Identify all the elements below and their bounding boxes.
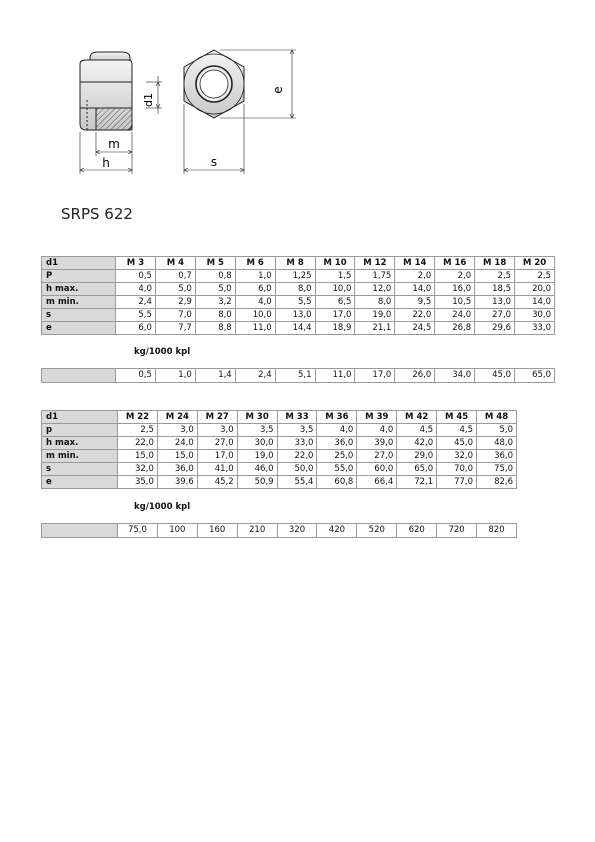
- table-cell: 29,0: [397, 450, 437, 463]
- table-cell: 1,5: [315, 270, 355, 283]
- table-cell: 5,0: [195, 283, 235, 296]
- table-cell: 65,0: [397, 463, 437, 476]
- table-cell: 2,4: [116, 296, 156, 309]
- table-cell: 5,5: [275, 296, 315, 309]
- table-cell: 27,0: [357, 450, 397, 463]
- dim-label-s: s: [210, 155, 218, 169]
- table-cell: 22,0: [395, 309, 435, 322]
- table-cell: 60,0: [357, 463, 397, 476]
- table-cell: 17,0: [197, 450, 237, 463]
- table-cell: 7,0: [155, 309, 195, 322]
- table-row: [42, 424, 517, 437]
- table-cell: 2,5: [515, 270, 555, 283]
- table-cell: 0,7: [155, 270, 195, 283]
- dim-label-m: m: [108, 137, 120, 151]
- table-row: [42, 476, 517, 489]
- table-cell: 48,0: [477, 437, 517, 450]
- column-header: M 48: [477, 411, 517, 424]
- column-header: M 22: [118, 411, 158, 424]
- table-cell: 18,5: [475, 283, 515, 296]
- table-cell: 1,0: [235, 270, 275, 283]
- table-cell: 6,0: [116, 322, 156, 335]
- table-cell: 39,0: [357, 437, 397, 450]
- table-cell: 18,9: [315, 322, 355, 335]
- table-cell: 10,0: [235, 309, 275, 322]
- weight-cell: 820: [477, 524, 517, 538]
- table-header-row: [42, 411, 517, 424]
- table-cell: 8,8: [195, 322, 235, 335]
- table-cell: 24,5: [395, 322, 435, 335]
- front-view: [184, 50, 296, 174]
- table-cell: 4,0: [116, 283, 156, 296]
- weight-cell: 75,0: [118, 524, 158, 538]
- weight-cell: 1,0: [155, 369, 195, 383]
- table-cell: 24,0: [157, 437, 197, 450]
- table-cell: 15,0: [118, 450, 158, 463]
- dim-label-d1: d1: [142, 93, 155, 107]
- table-cell: 2,0: [435, 270, 475, 283]
- table-cell: 4,0: [235, 296, 275, 309]
- weight-label-2: kg/1000 kpl: [134, 502, 191, 512]
- weight-table-2: [41, 523, 517, 538]
- table-cell: 9,5: [395, 296, 435, 309]
- nut-technical-drawing: [70, 40, 310, 180]
- table-cell: 3,0: [157, 424, 197, 437]
- row-label: s: [42, 309, 116, 322]
- table-cell: 35,0: [118, 476, 158, 489]
- weight-cell: 0,5: [116, 369, 156, 383]
- weight-cell: 210: [237, 524, 277, 538]
- table-cell: 36,0: [477, 450, 517, 463]
- table-cell: 2,5: [118, 424, 158, 437]
- table-cell: 60,8: [317, 476, 357, 489]
- row-label: e: [42, 476, 118, 489]
- table-cell: 4,0: [357, 424, 397, 437]
- side-view: [80, 52, 162, 174]
- table-cell: 4,5: [437, 424, 477, 437]
- table-cell: 0,5: [116, 270, 156, 283]
- column-header: M 33: [277, 411, 317, 424]
- table-cell: 26,8: [435, 322, 475, 335]
- table-row: [42, 283, 555, 296]
- table-cell: 42,0: [397, 437, 437, 450]
- column-header: M 10: [315, 257, 355, 270]
- table-cell: 19,0: [355, 309, 395, 322]
- row-label: s: [42, 463, 118, 476]
- table-cell: 2,0: [395, 270, 435, 283]
- table-cell: 3,2: [195, 296, 235, 309]
- row-label: h max.: [42, 283, 116, 296]
- table-row: [42, 296, 555, 309]
- table-row: [42, 270, 555, 283]
- table-cell: 55,0: [317, 463, 357, 476]
- column-header: M 3: [116, 257, 156, 270]
- table-cell: 11,0: [235, 322, 275, 335]
- corner-header: d1: [42, 257, 116, 270]
- table-cell: 17,0: [315, 309, 355, 322]
- table-cell: 5,0: [155, 283, 195, 296]
- table-cell: 30,0: [237, 437, 277, 450]
- table-cell: 55,4: [277, 476, 317, 489]
- table-cell: 6,5: [315, 296, 355, 309]
- column-header: M 18: [475, 257, 515, 270]
- column-header: M 39: [357, 411, 397, 424]
- table-cell: 20,0: [515, 283, 555, 296]
- table-cell: 2,5: [475, 270, 515, 283]
- table-cell: 46,0: [237, 463, 277, 476]
- column-header: M 42: [397, 411, 437, 424]
- table-cell: 12,0: [355, 283, 395, 296]
- table-cell: 45,0: [437, 437, 477, 450]
- weight-cell: 2,4: [235, 369, 275, 383]
- corner-header: d1: [42, 411, 118, 424]
- table-cell: 70,0: [437, 463, 477, 476]
- table-cell: 19,0: [237, 450, 277, 463]
- table-cell: 45,2: [197, 476, 237, 489]
- table-cell: 8,0: [195, 309, 235, 322]
- weight-row: [42, 524, 517, 538]
- table-cell: 3,5: [237, 424, 277, 437]
- table-cell: 30,0: [515, 309, 555, 322]
- table-cell: 66,4: [357, 476, 397, 489]
- table-cell: 50,0: [277, 463, 317, 476]
- row-label: e: [42, 322, 116, 335]
- table-cell: 14,4: [275, 322, 315, 335]
- weight-cell: 420: [317, 524, 357, 538]
- dim-label-h: h: [102, 156, 110, 170]
- weight-cell: 320: [277, 524, 317, 538]
- table-row: [42, 450, 517, 463]
- table-cell: 32,0: [118, 463, 158, 476]
- table-cell: 13,0: [475, 296, 515, 309]
- table-cell: 4,0: [317, 424, 357, 437]
- row-label: h max.: [42, 437, 118, 450]
- weight-cell: 520: [357, 524, 397, 538]
- table-header-row: [42, 257, 555, 270]
- table-cell: 75,0: [477, 463, 517, 476]
- weight-cell: 160: [197, 524, 237, 538]
- row-label: P: [42, 270, 116, 283]
- table-cell: 10,5: [435, 296, 475, 309]
- table-cell: 5,0: [477, 424, 517, 437]
- table-cell: 8,0: [355, 296, 395, 309]
- column-header: M 30: [237, 411, 277, 424]
- weight-row-label: [42, 524, 118, 538]
- table-cell: 50,9: [237, 476, 277, 489]
- column-header: M 8: [275, 257, 315, 270]
- table-cell: 3,0: [197, 424, 237, 437]
- dimension-table-2: [41, 410, 517, 489]
- table-cell: 27,0: [197, 437, 237, 450]
- table-cell: 72,1: [397, 476, 437, 489]
- table-cell: 29,6: [475, 322, 515, 335]
- weight-cell: 100: [157, 524, 197, 538]
- table-cell: 14,0: [395, 283, 435, 296]
- column-header: M 4: [155, 257, 195, 270]
- table-cell: 41,0: [197, 463, 237, 476]
- row-label: p: [42, 424, 118, 437]
- column-header: M 27: [197, 411, 237, 424]
- weight-cell: 1,4: [195, 369, 235, 383]
- table-cell: 6,0: [235, 283, 275, 296]
- table-cell: 25,0: [317, 450, 357, 463]
- table-cell: 82,6: [477, 476, 517, 489]
- table-cell: 2,9: [155, 296, 195, 309]
- table-cell: 3,5: [277, 424, 317, 437]
- table-cell: 1,25: [275, 270, 315, 283]
- table-row: [42, 437, 517, 450]
- weight-cell: 5,1: [275, 369, 315, 383]
- weight-row-label: [42, 369, 116, 383]
- column-header: M 20: [515, 257, 555, 270]
- table-cell: 33,0: [277, 437, 317, 450]
- weight-cell: 45,0: [475, 369, 515, 383]
- table-cell: 14,0: [515, 296, 555, 309]
- table-cell: 8,0: [275, 283, 315, 296]
- table-cell: 27,0: [475, 309, 515, 322]
- column-header: M 16: [435, 257, 475, 270]
- dim-label-e: e: [271, 86, 285, 94]
- weight-cell: 34,0: [435, 369, 475, 383]
- table-cell: 22,0: [118, 437, 158, 450]
- standard-title: SRPS 622: [61, 205, 133, 223]
- weight-label-1: kg/1000 kpl: [134, 347, 191, 357]
- weight-cell: 26,0: [395, 369, 435, 383]
- column-header: M 45: [437, 411, 477, 424]
- table-cell: 1,75: [355, 270, 395, 283]
- weight-cell: 11,0: [315, 369, 355, 383]
- table-cell: 0,8: [195, 270, 235, 283]
- table-cell: 36,0: [157, 463, 197, 476]
- table-cell: 13,0: [275, 309, 315, 322]
- table-cell: 21,1: [355, 322, 395, 335]
- table-cell: 32,0: [437, 450, 477, 463]
- table-cell: 39,6: [157, 476, 197, 489]
- column-header: M 6: [235, 257, 275, 270]
- weight-cell: 17,0: [355, 369, 395, 383]
- table-cell: 4,5: [397, 424, 437, 437]
- table-cell: 7,7: [155, 322, 195, 335]
- weight-cell: 620: [397, 524, 437, 538]
- column-header: M 5: [195, 257, 235, 270]
- table-cell: 33,0: [515, 322, 555, 335]
- table-row: [42, 309, 555, 322]
- table-cell: 22,0: [277, 450, 317, 463]
- table-cell: 5,5: [116, 309, 156, 322]
- row-label: m min.: [42, 296, 116, 309]
- table-cell: 16,0: [435, 283, 475, 296]
- column-header: M 24: [157, 411, 197, 424]
- table-cell: 24,0: [435, 309, 475, 322]
- column-header: M 12: [355, 257, 395, 270]
- column-header: M 14: [395, 257, 435, 270]
- weight-row: [42, 369, 555, 383]
- row-label: m min.: [42, 450, 118, 463]
- weight-table-1: [41, 368, 555, 383]
- weight-cell: 65,0: [515, 369, 555, 383]
- table-cell: 77,0: [437, 476, 477, 489]
- table-row: [42, 322, 555, 335]
- dimension-table-1: [41, 256, 555, 335]
- table-row: [42, 463, 517, 476]
- table-cell: 15,0: [157, 450, 197, 463]
- table-cell: 36,0: [317, 437, 357, 450]
- weight-cell: 720: [437, 524, 477, 538]
- table-cell: 10,0: [315, 283, 355, 296]
- column-header: M 36: [317, 411, 357, 424]
